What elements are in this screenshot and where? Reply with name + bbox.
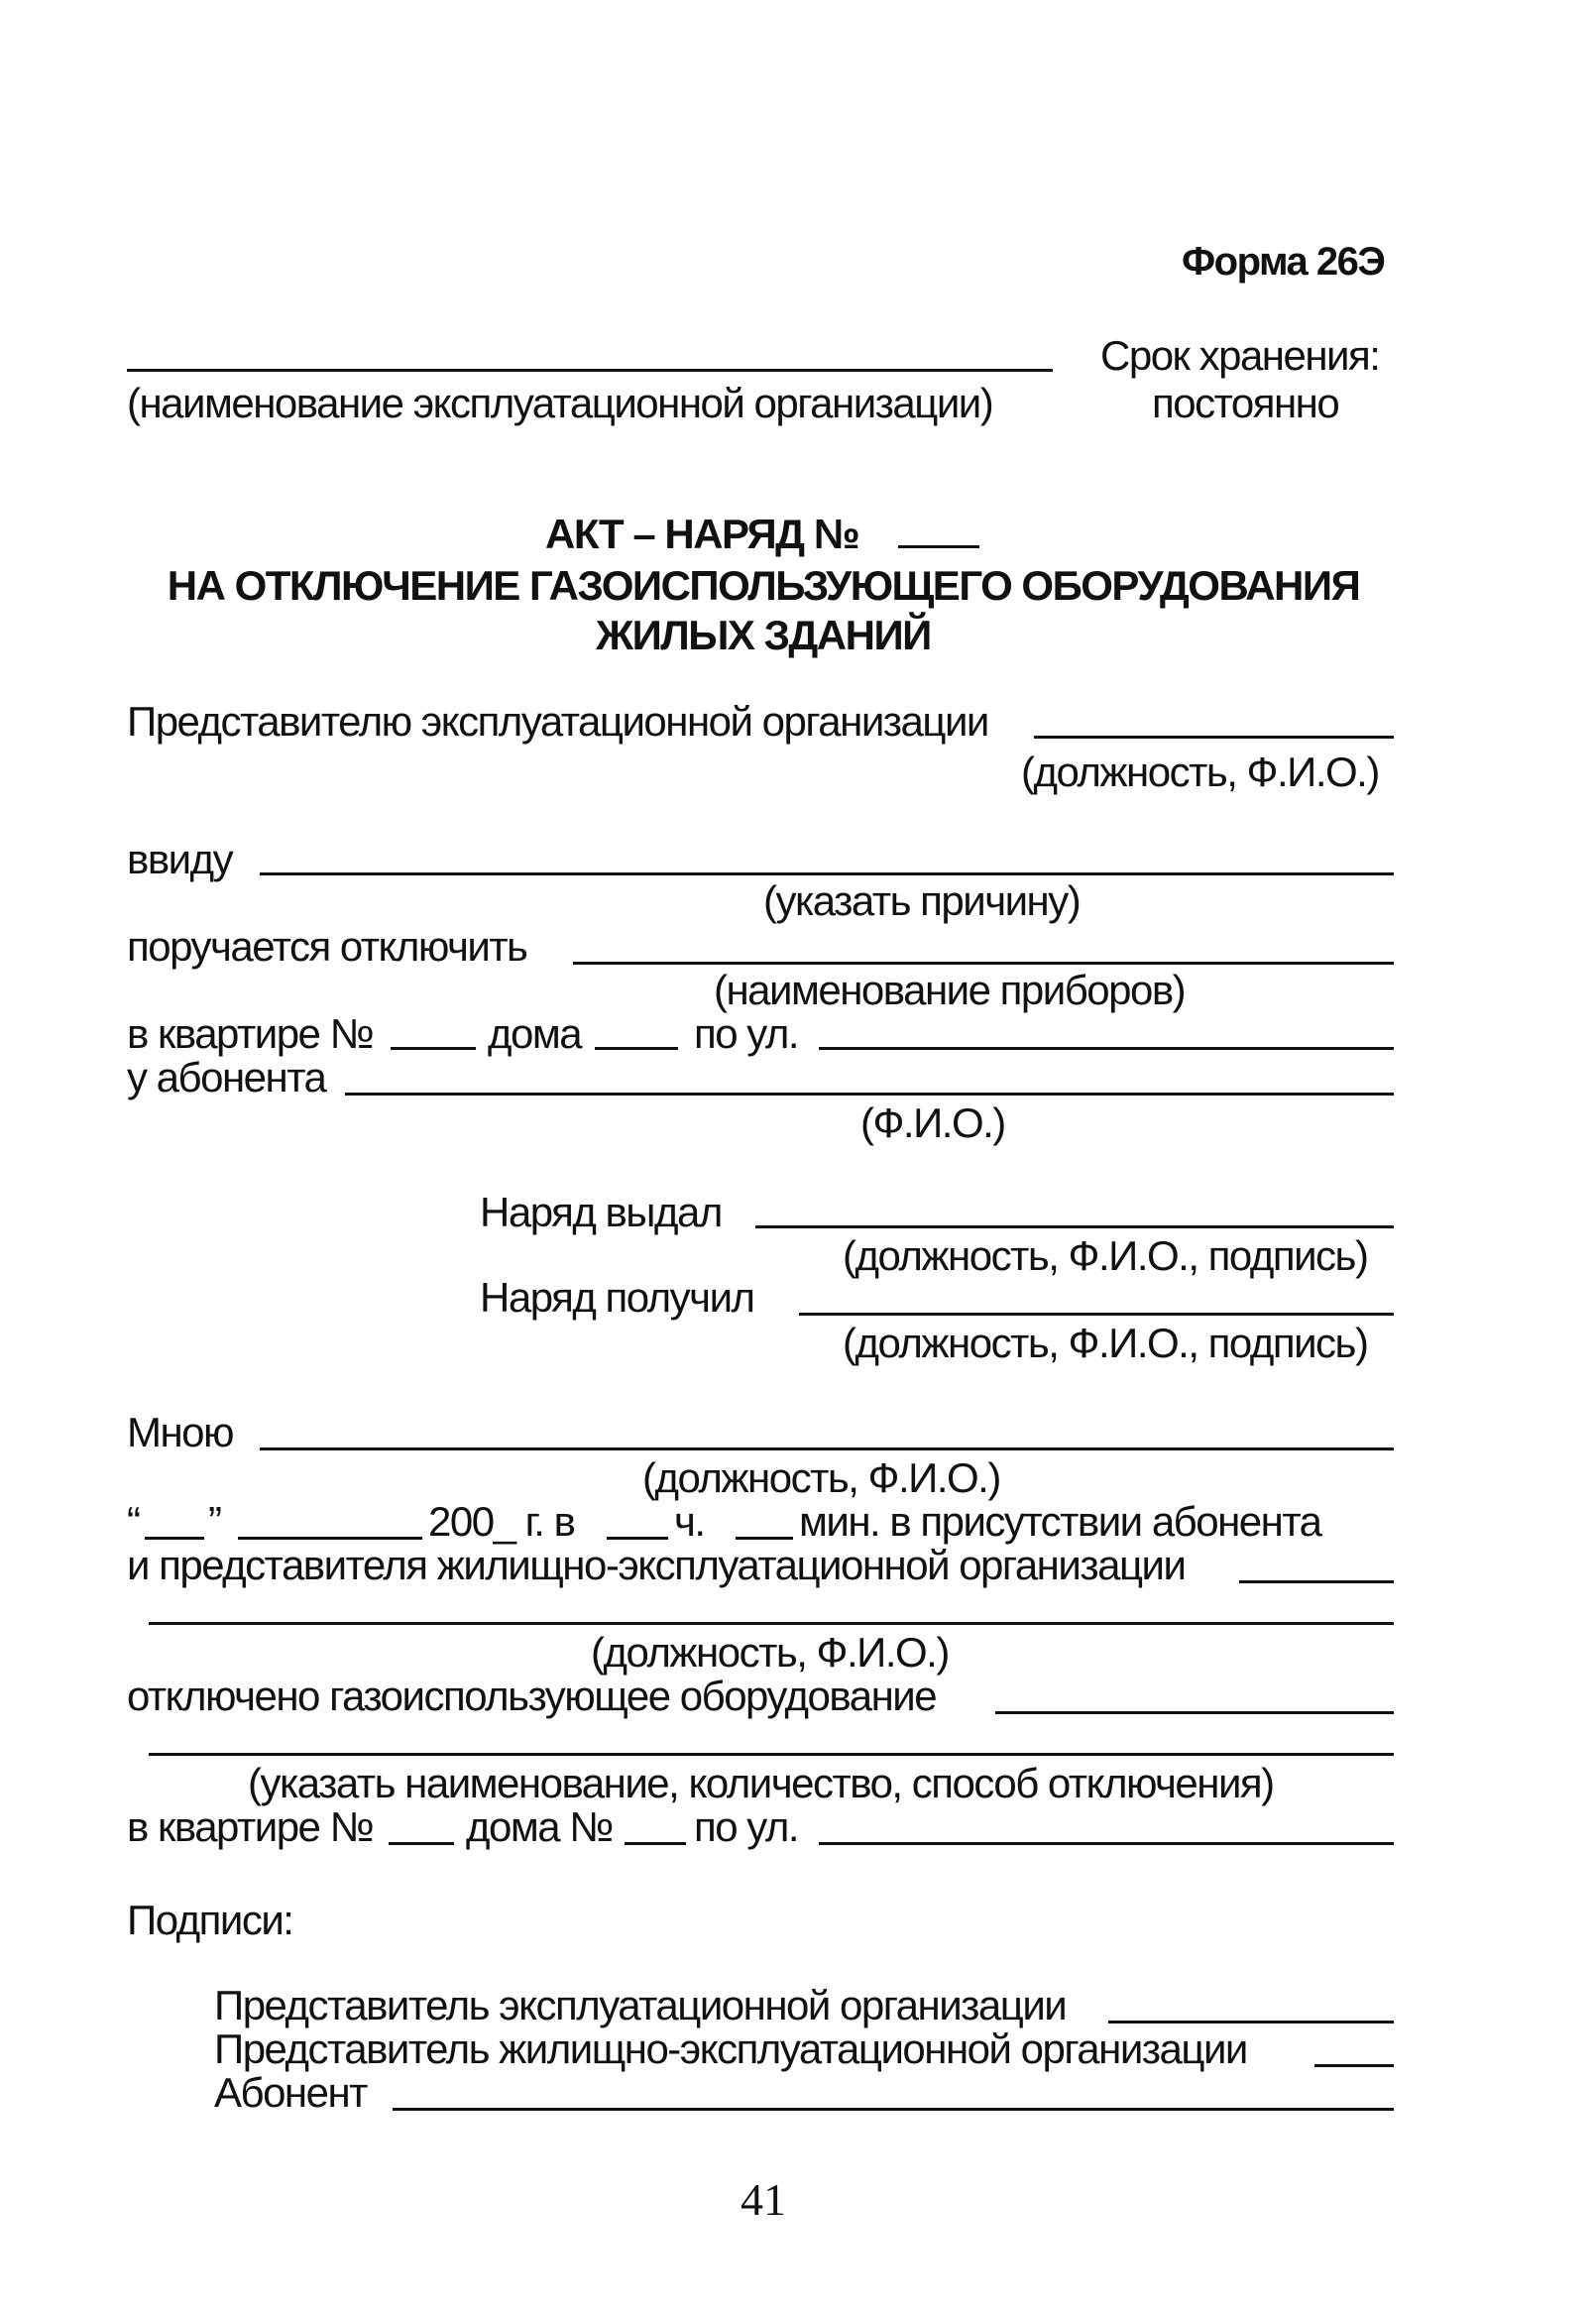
subscriber-line	[345, 1093, 1394, 1096]
disconnected-line-short	[995, 1711, 1394, 1714]
housing-rep-line-full	[149, 1622, 1394, 1625]
representative-line	[1034, 736, 1394, 739]
housing-rep-label: и представителя жилищно-эксплуатационной организации	[127, 1542, 1186, 1588]
street-line	[819, 1047, 1394, 1050]
signature-housing-label: Представитель жилищно-эксплуатационной организации	[214, 2025, 1247, 2072]
page-number: 41	[741, 2174, 786, 2225]
storage-value: постоянно	[1152, 380, 1339, 426]
signature-operator-label: Представитель эксплуатационной организации	[214, 1982, 1067, 2028]
order-issued-caption: (должность, Ф.И.О., подпись)	[843, 1232, 1368, 1279]
title-line3: ЖИЛЫХ ЗДАНИЙ	[596, 612, 931, 658]
method-caption: (указать наименование, количество, способ отключения)	[248, 1760, 1274, 1806]
devices-line	[573, 962, 1394, 965]
month-line	[238, 1537, 422, 1540]
order-issued-line	[755, 1225, 1394, 1228]
reason-caption: (указать причину)	[763, 877, 1081, 924]
quote-open: “	[127, 1498, 140, 1545]
minutes-line	[736, 1537, 793, 1540]
house2-label: дома №	[466, 1803, 613, 1850]
org-name-line	[127, 369, 1053, 372]
order-issued-label: Наряд выдал	[480, 1189, 722, 1235]
signatures-label: Подписи:	[127, 1897, 293, 1943]
disconnected-line-full	[149, 1753, 1394, 1756]
quote-close: ”	[208, 1498, 221, 1545]
year-label: 200_ г. в	[428, 1498, 575, 1545]
subscriber-label: у абонента	[127, 1054, 326, 1100]
signature-housing-line	[1314, 2064, 1394, 2067]
hour-line	[607, 1537, 668, 1540]
order-received-line	[799, 1313, 1394, 1316]
disconnected-label: отключено газоиспользующее оборудование	[127, 1673, 937, 1719]
reason-line	[260, 872, 1394, 875]
apartment2-label: в квартире №	[127, 1803, 374, 1850]
apartment-line	[391, 1047, 476, 1050]
storage-label: Срок хранения:	[1100, 332, 1380, 379]
representative-label: Представителю эксплуатационной организации	[127, 698, 988, 745]
minutes-label: мин. в присутствии абонента	[799, 1498, 1321, 1545]
subscriber-caption: (Ф.И.О.)	[860, 1099, 1005, 1146]
apartment2-line	[389, 1842, 454, 1845]
day-line	[145, 1537, 204, 1540]
by-me-label: Мною	[127, 1409, 234, 1455]
act-number-line	[898, 545, 979, 548]
apartment-label: в квартире №	[127, 1010, 374, 1057]
house-line	[595, 1047, 678, 1050]
street2-label: по ул.	[694, 1803, 799, 1850]
housing-rep-caption: (должность, Ф.И.О.)	[591, 1629, 949, 1676]
order-received-caption: (должность, Ф.И.О., подпись)	[843, 1320, 1368, 1366]
by-me-caption: (должность, Ф.И.О.)	[642, 1454, 1000, 1501]
form-number: Форма 26Э	[1182, 240, 1385, 284]
due-to-label: ввиду	[127, 836, 233, 882]
hour-label: ч.	[674, 1498, 705, 1545]
instructed-label: поручается отключить	[127, 923, 527, 970]
street-label: по ул.	[694, 1010, 799, 1057]
signature-subscriber-line	[393, 2108, 1394, 2111]
house-label: дома	[488, 1010, 582, 1057]
title-line2: НА ОТКЛЮЧЕНИЕ ГАЗОИСПОЛЬЗУЮЩЕГО ОБОРУДОВАНИЯ	[167, 562, 1360, 609]
order-received-label: Наряд получил	[480, 1274, 754, 1321]
devices-caption: (наименование приборов)	[714, 967, 1186, 1013]
org-name-caption: (наименование эксплуатационной организации)	[127, 380, 993, 426]
signature-operator-line	[1108, 2021, 1394, 2024]
by-me-line	[260, 1447, 1394, 1450]
signature-subscriber-label: Абонент	[214, 2069, 367, 2116]
housing-rep-line-short	[1239, 1580, 1394, 1583]
house2-line	[625, 1842, 686, 1845]
representative-caption: (должность, Ф.И.О.)	[1021, 749, 1379, 795]
street2-line	[819, 1842, 1394, 1845]
title-line1: АКТ – НАРЯД №	[545, 511, 859, 557]
